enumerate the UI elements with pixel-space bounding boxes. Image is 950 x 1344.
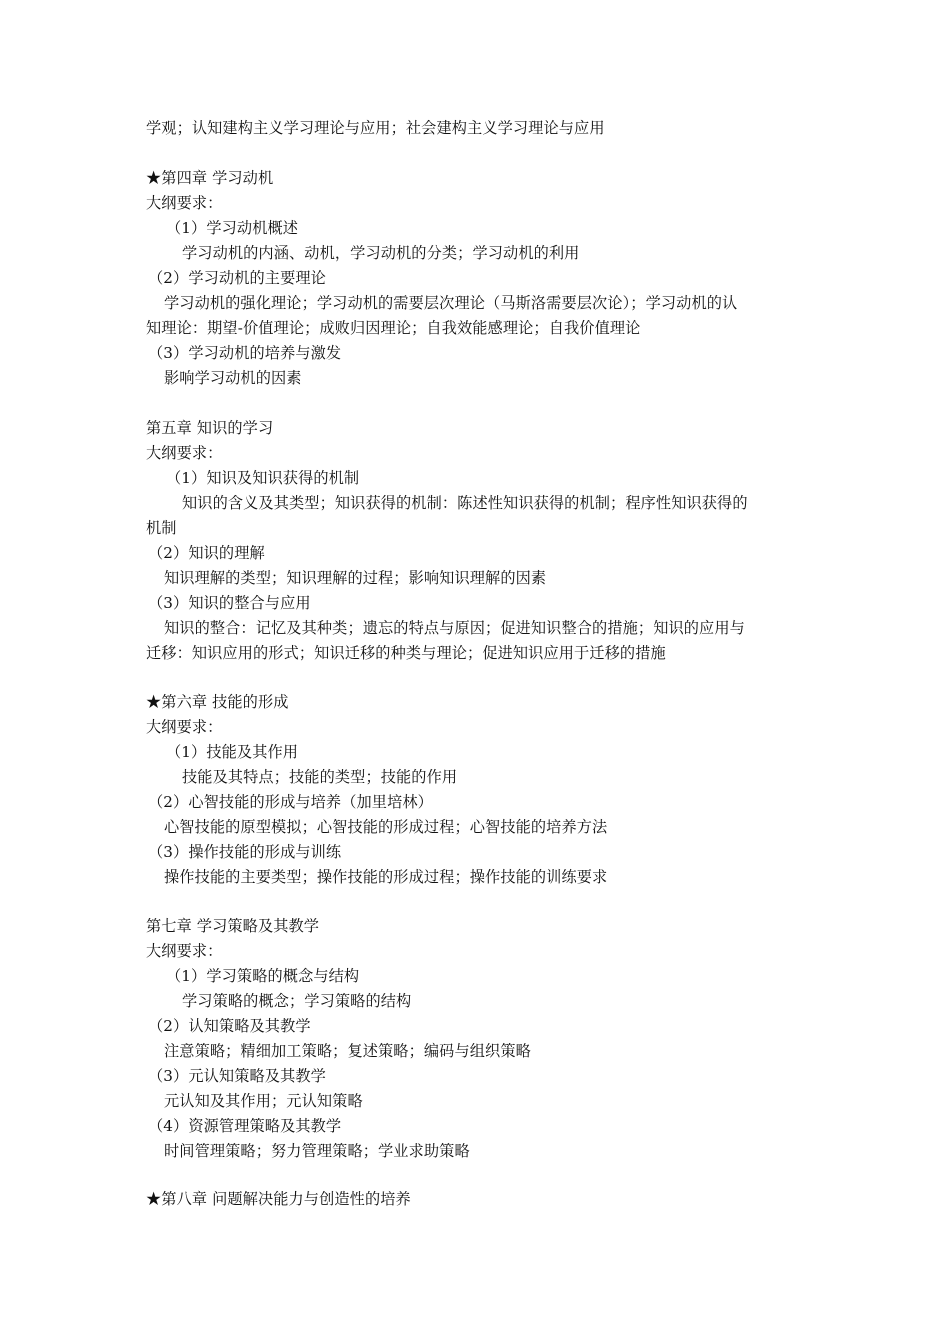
section-heading: （1）技能及其作用 xyxy=(166,743,299,761)
section-heading: （1）学习动机概述 xyxy=(166,219,299,237)
text-line: 技能及其特点；技能的类型；技能的作用 xyxy=(182,768,458,786)
text-line: 影响学习动机的因素 xyxy=(164,369,302,387)
section-heading: （3）元认知策略及其教学 xyxy=(148,1067,326,1085)
text-line: 知理论：期望-价值理论；成败归因理论；自我效能感理论；自我价值理论 xyxy=(146,319,641,337)
chapter-5-heading: 第五章 知识的学习 xyxy=(146,419,274,437)
outline-label: 大纲要求： xyxy=(146,444,223,462)
outline-label: 大纲要求： xyxy=(146,194,223,212)
text-line: 心智技能的原型模拟；心智技能的形成过程；心智技能的培养方法 xyxy=(164,818,608,836)
section-heading: （1）学习策略的概念与结构 xyxy=(166,967,360,985)
text-line: 知识理解的类型；知识理解的过程；影响知识理解的因素 xyxy=(164,569,547,587)
chapter-8-heading: ★第八章 问题解决能力与创造性的培养 xyxy=(146,1190,411,1208)
chapter-6-heading: ★第六章 技能的形成 xyxy=(146,693,289,711)
text-line: 时间管理策略；努力管理策略；学业求助策略 xyxy=(164,1142,470,1160)
section-heading: （2）学习动机的主要理论 xyxy=(148,269,326,287)
section-heading: （3）学习动机的培养与激发 xyxy=(148,344,342,362)
section-heading: （2）知识的理解 xyxy=(148,544,265,562)
text-line: 操作技能的主要类型；操作技能的形成过程；操作技能的训练要求 xyxy=(164,868,608,886)
text-line: 学习策略的概念；学习策略的结构 xyxy=(182,992,412,1010)
section-heading: （2）认知策略及其教学 xyxy=(148,1017,311,1035)
section-heading: （1）知识及知识获得的机制 xyxy=(166,469,360,487)
text-line: 元认知及其作用；元认知策略 xyxy=(164,1092,363,1110)
chapter-7-heading: 第七章 学习策略及其教学 xyxy=(146,917,320,935)
text-line: 学习动机的强化理论；学习动机的需要层次理论（马斯洛需要层次论）；学习动机的认 xyxy=(164,294,738,312)
section-heading: （3）知识的整合与应用 xyxy=(148,594,311,612)
outline-label: 大纲要求： xyxy=(146,718,223,736)
chapter-4-heading: ★第四章 学习动机 xyxy=(146,169,274,187)
text-line: 机制 xyxy=(146,519,177,537)
text-line: 注意策略；精细加工策略；复述策略；编码与组织策略 xyxy=(164,1042,531,1060)
section-heading: （3）操作技能的形成与训练 xyxy=(148,843,342,861)
section-heading: （4）资源管理策略及其教学 xyxy=(148,1117,342,1135)
text-line: 学观；认知建构主义学习理论与应用；社会建构主义学习理论与应用 xyxy=(146,119,605,137)
text-line: 迁移：知识应用的形式；知识迁移的种类与理论；促进知识应用于迁移的措施 xyxy=(146,644,666,662)
section-heading: （2）心智技能的形成与培养（加里培林） xyxy=(148,793,433,811)
outline-label: 大纲要求： xyxy=(146,942,223,960)
text-line: 学习动机的内涵、动机，学习动机的分类；学习动机的利用 xyxy=(182,244,580,262)
text-line: 知识的含义及其类型；知识获得的机制：陈述性知识获得的机制；程序性知识获得的 xyxy=(182,494,748,512)
text-line: 知识的整合：记忆及其种类；遗忘的特点与原因；促进知识整合的措施；知识的应用与 xyxy=(164,619,745,637)
